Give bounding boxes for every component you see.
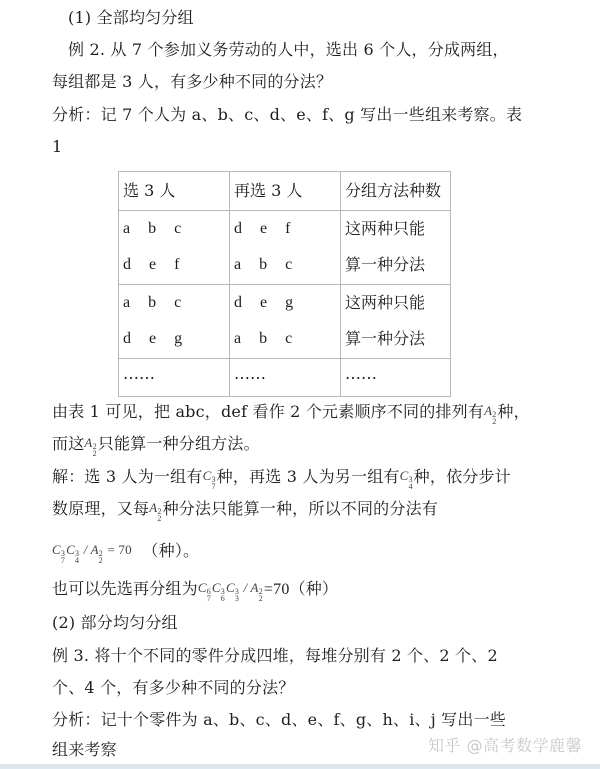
table-cell: ……: [230, 359, 341, 397]
formula-C43: C 3 4: [399, 468, 413, 491]
table-cell: d e g a b c: [230, 285, 341, 359]
solution-line2: 数原理，又每A 2 2 种分法只能算一种，所以不同的分法有: [52, 499, 438, 523]
analysis1-line1: 分析：记 7 个人为 a、b、c、d、e、f、g 写出一些组来考察。表: [52, 105, 523, 124]
formula-C73-C43-over-A22: C 3 7 C 3 4 / A 2 2 = 70: [52, 542, 132, 565]
table-header-cell: 再选 3 人: [230, 172, 341, 211]
example2-line1: 例 2. 从 7 个参加义务劳动的人中，选出 6 个人，分成两组，: [68, 40, 509, 59]
solution-line3: C 3 7 C 3 4 / A 2 2 = 70 （种）。: [52, 541, 200, 565]
table-row: [119, 285, 451, 359]
table-header-row: [119, 172, 451, 211]
example2-line2: 每组都是 3 人，有多少种不同的分法？: [52, 72, 333, 91]
table-cell: 这两种只能 算一种分法: [341, 211, 451, 285]
observation-line2: 而这A 2 2 只能算一种分组方法。: [52, 434, 260, 458]
section2-heading: (2) 部分均匀分组: [52, 613, 178, 632]
table-cell: ……: [119, 359, 230, 397]
table-1: [118, 171, 451, 397]
analysis2-line1: 分析：记十个零件为 a、b、c、d、e、f、g、h、i、j 写出一些: [52, 710, 506, 729]
table-row: [119, 211, 451, 285]
alternative-line: 也可以先选再分组为C 6 7 C 3 6 C 3 3 / A 2 2 =70（种）: [52, 579, 339, 603]
analysis2-line2: 组来考察: [52, 740, 117, 759]
formula-A22: A 2 2: [484, 403, 497, 426]
table-cell: d e f a b c: [230, 211, 341, 285]
table-row-ellipsis: [119, 359, 451, 397]
table-header-cell: 选 3 人: [119, 172, 230, 211]
section1-heading: (1) 全部均匀分组: [68, 8, 194, 27]
table-cell: 这两种只能 算一种分法: [341, 285, 451, 359]
bottom-strip: [0, 764, 600, 769]
formula-A22: A 2 2: [149, 500, 162, 523]
solution-line1: 解：选 3 人为一组有C 3 7 种，再选 3 人为另一组有C 3 4 种，依分步计: [52, 467, 511, 491]
formula-C76-C63-C33-over-A22: C 6 7 C 3 6 C 3 3 / A 2 2: [197, 580, 263, 603]
table-cell: a b c d e g: [119, 285, 230, 359]
table-cell: a b c d e f: [119, 211, 230, 285]
observation-line1: 由表 1 可见，把 abc，def 看作 2 个元素顺序不同的排列有A 2 2 种，: [52, 402, 530, 426]
watermark: 知乎 @高考数学鹿馨: [428, 736, 583, 755]
analysis1-line2: 1: [52, 137, 63, 156]
table-cell: ……: [341, 359, 451, 397]
formula-A22: A 2 2: [84, 435, 97, 458]
table-header-cell: 分组方法种数: [341, 172, 451, 211]
example3-line2: 个、4 个，有多少种不同的分法？: [52, 678, 295, 697]
example3-line1: 例 3. 将十个不同的零件分成四堆，每堆分别有 2 个、2 个、2: [52, 646, 498, 665]
formula-C73: C 3 7: [202, 468, 216, 491]
